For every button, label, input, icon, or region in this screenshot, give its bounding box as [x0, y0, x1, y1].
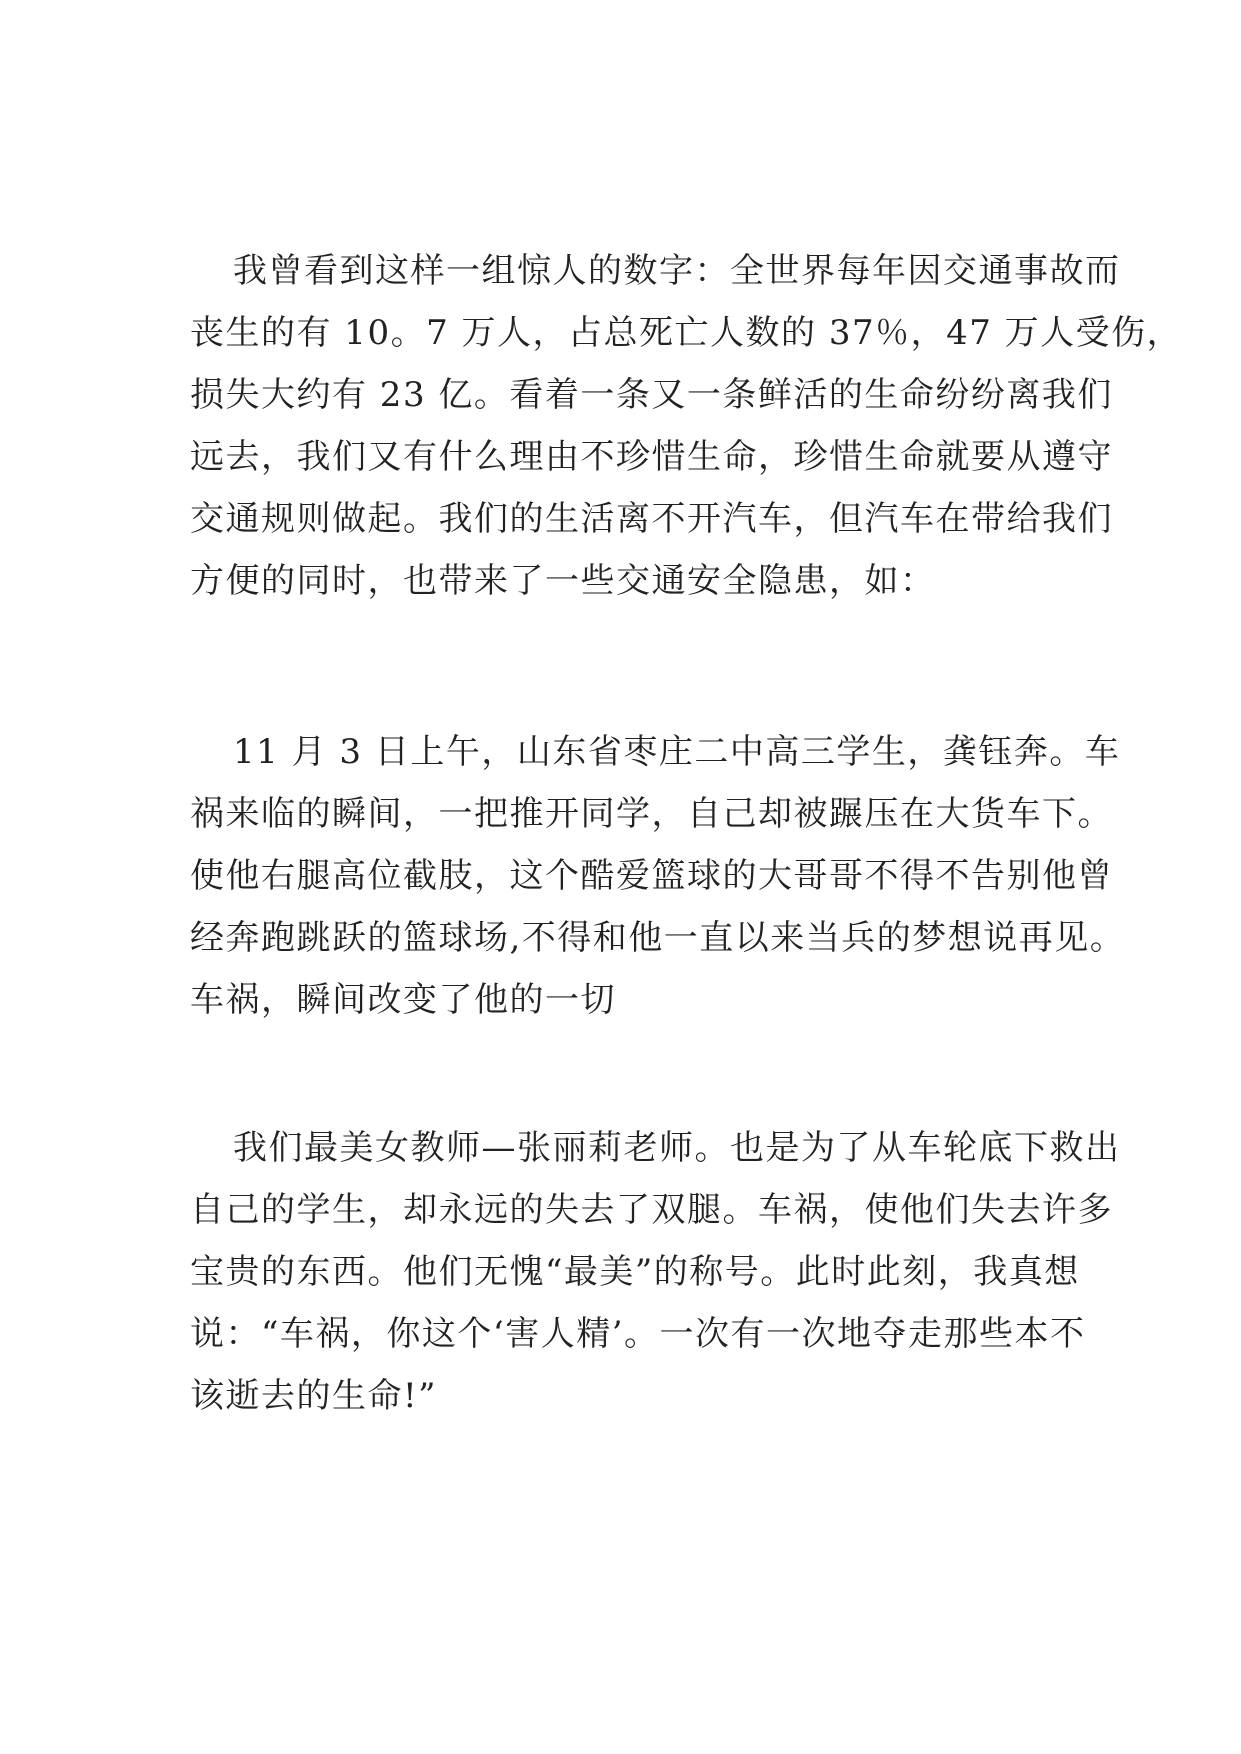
text-line: 该逝去的生命!”	[190, 1376, 438, 1416]
paragraph-student-accident	[190, 721, 1126, 1031]
text-line: 丧生的有 10。7 万人，占总死亡人数的 37％，47 万人受伤，	[190, 313, 1183, 353]
text-line: 我曾看到这样一组惊人的数字：全世界每年因交通事故而	[233, 251, 1121, 291]
text-line: 经奔跑跳跃的篮球场,不得和他一直以来当兵的梦想说再见。	[190, 918, 1126, 958]
text-line: 车祸，瞬间改变了他的一切	[190, 980, 616, 1020]
text-line: 损失大约有 23 亿。看着一条又一条鲜活的生命纷纷离我们	[190, 375, 1113, 415]
text-line: 宝贵的东西。他们无愧“最美”的称号。此时此刻，我真想	[190, 1252, 1080, 1292]
text-line: 交通规则做起。我们的生活离不开汽车，但汽车在带给我们	[190, 499, 1113, 539]
text-line: 祸来临的瞬间，一把推开同学，自己却被蹍压在大货车下。	[190, 794, 1113, 834]
text-line: 11 月 3 日上午，山东省枣庄二中高三学生，龚钰奔。车	[233, 732, 1121, 772]
text-line: 使他右腿高位截肢，这个酷爱篮球的大哥哥不得不告别他曾	[190, 856, 1113, 896]
text-line: 远去，我们又有什么理由不珍惜生命，珍惜生命就要从遵守	[190, 437, 1113, 477]
text-line: 说：“车祸，你这个‘害人精’。一次有一次地夺走那些本不	[190, 1314, 1086, 1354]
text-line: 自己的学生，却永远的失去了双腿。车祸，使他们失去许多	[190, 1190, 1113, 1230]
text-line: 方便的同时，也带来了一些交通安全隐患，如：	[190, 561, 936, 601]
paragraph-traffic-statistics	[190, 240, 1183, 612]
text-line: 我们最美女教师—张丽莉老师。也是为了从车轮底下救出	[233, 1128, 1121, 1168]
paragraph-teacher-story	[190, 1117, 1121, 1427]
